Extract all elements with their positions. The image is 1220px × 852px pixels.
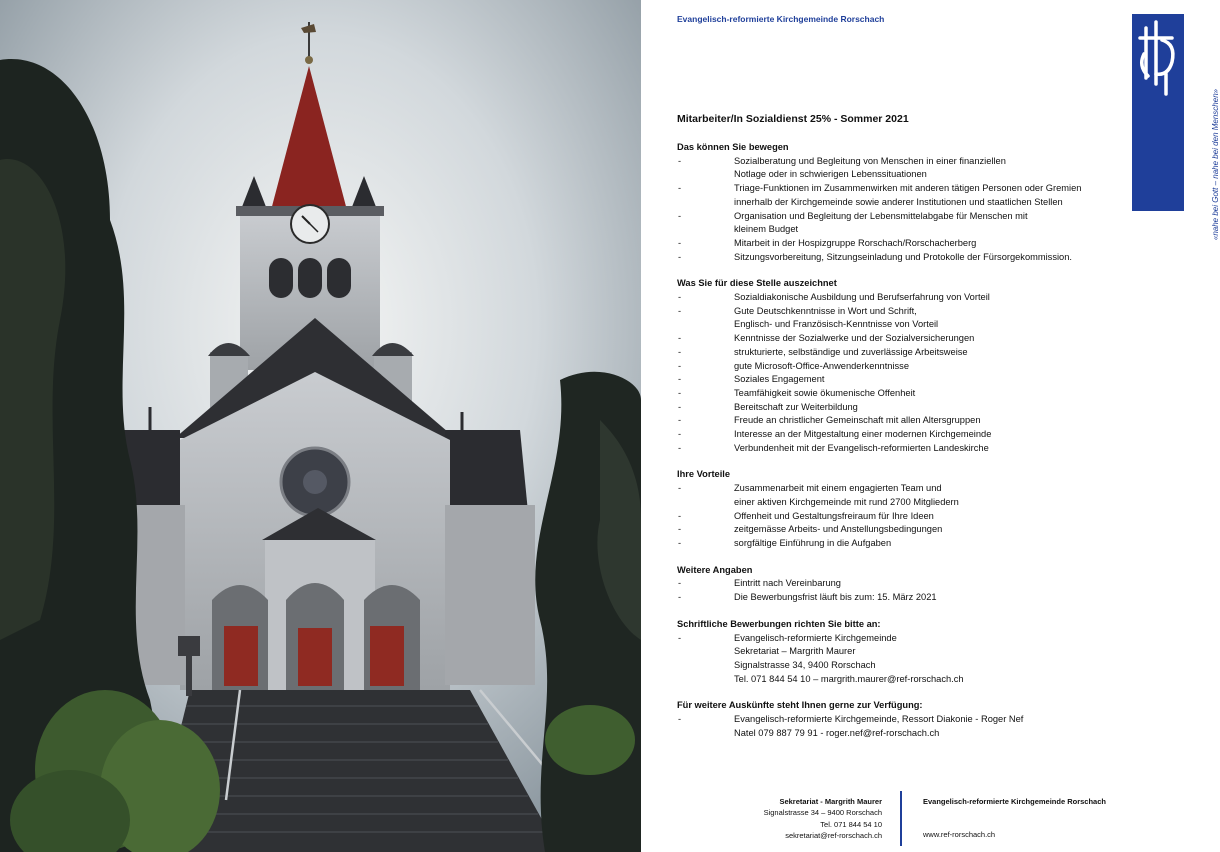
logo-tagline — [1184, 88, 1220, 241]
list-bullet: - — [678, 237, 682, 248]
list-item-text: Kenntnisse der Sozialwerke und der Sozialversicherungen — [734, 333, 975, 344]
list-bullet: - — [678, 210, 682, 221]
list-item-text: Die Bewerbungsfrist läuft bis zum: 15. März 2021 — [734, 592, 937, 603]
list-item — [677, 401, 1127, 415]
footer-contact-phone: Tel. 071 844 54 10 — [820, 819, 882, 829]
section-heading: Schriftliche Bewerbungen richten Sie bitte an: — [677, 618, 881, 629]
list-item — [677, 305, 1127, 332]
cross-symbol-icon — [1132, 14, 1184, 211]
list-item — [677, 387, 1127, 401]
job-title: Mitarbeiter/In Sozialdienst 25% - Sommer 2021 — [677, 113, 909, 125]
list-item — [677, 523, 1127, 537]
list-item-text: Evangelisch-reformierte Kirchgemeinde, Ressort Diakonie - Roger Nef Natel 079 887 79 91 - roger.nef@ref-rorschach.ch — [734, 714, 1024, 738]
list-item — [677, 155, 1127, 182]
list-bullet: - — [678, 333, 682, 344]
list-item — [677, 182, 1127, 209]
list-item-text: Triage-Funktionen im Zusammenwirken mit anderen tätigen Personen oder Gremien innerhalb der Kirchgemeinde sowie anderer Institutionen und staatlichen Stellen — [734, 183, 1082, 207]
list-bullet: - — [678, 346, 682, 357]
footer-org — [923, 796, 1106, 841]
list-bullet: - — [678, 415, 682, 426]
list-bullet: - — [678, 537, 682, 548]
list-bullet: - — [678, 183, 682, 194]
section-heading: Weitere Angaben — [677, 564, 753, 575]
list-item-text: gute Microsoft-Office-Anwenderkenntnisse — [734, 360, 910, 371]
footer-org-name: Evangelisch-reformierte Kirchgemeinde Rorschach — [923, 797, 1106, 806]
list-item-text: Interesse an der Mitgestaltung einer modernen Kirchgemeinde — [734, 429, 992, 440]
list-item — [677, 360, 1127, 374]
list-bullet: - — [678, 524, 682, 535]
list-item — [677, 373, 1127, 387]
job-posting-document — [641, 0, 1220, 852]
section-heading: Für weitere Auskünfte steht Ihnen gerne zur Verfügung: — [677, 700, 923, 711]
list-item-text: zeitgemässe Arbeits- und Anstellungsbedingungen — [734, 524, 943, 535]
list-item-text: Zusammenarbeit mit einem engagierten Team und einer aktiven Kirchgemeinde mit rund 2700 Mitgliedern — [734, 483, 959, 507]
list-item — [677, 537, 1127, 551]
list-bullet: - — [678, 251, 682, 262]
list-item — [677, 713, 1127, 740]
list-bullet: - — [678, 401, 682, 412]
list-item-text: Teamfähigkeit sowie ökumenische Offenheit — [734, 387, 916, 398]
footer-divider — [900, 791, 902, 846]
list-item-text: Sozialdiakonische Ausbildung und Berufserfahrung von Vorteil — [734, 292, 990, 303]
footer-contact-name: Sekretariat - Margrith Maurer — [779, 797, 882, 806]
list-item — [677, 237, 1127, 251]
list-bullet: - — [678, 632, 682, 643]
list-bullet: - — [678, 374, 682, 385]
list-item-text: Mitarbeit in der Hospizgruppe Rorschach/Rorschacherberg — [734, 237, 977, 248]
section — [677, 277, 1127, 455]
list-item — [677, 591, 1127, 605]
footer-contact — [737, 796, 882, 841]
list-item — [677, 577, 1127, 591]
list-item-text: Sitzungsvorbereitung, Sitzungseinladung und Protokolle der Fürsorgekommission. — [734, 251, 1072, 262]
list-bullet: - — [678, 442, 682, 453]
list-item — [677, 428, 1127, 442]
list-bullet: - — [678, 292, 682, 303]
list-item-text: Evangelisch-reformierte Kirchgemeinde Sekretariat – Margrith Maurer Signalstrasse 34, 9400 Rorschach Tel. 071 844 54 10 – margrith.maurer@ref-rorschach.ch — [734, 632, 964, 684]
section — [677, 564, 1127, 605]
list-item-text: Eintritt nach Vereinbarung — [734, 578, 841, 589]
list-item — [677, 510, 1127, 524]
list-item-text: Offenheit und Gestaltungsfreiraum für Ihre Ideen — [734, 510, 934, 521]
section — [677, 699, 1127, 740]
list-bullet: - — [678, 429, 682, 440]
list-item-text: strukturierte, selbständige und zuverlässige Arbeitsweise — [734, 346, 968, 357]
list-bullet: - — [678, 360, 682, 371]
list-item — [677, 632, 1127, 687]
tagline-text: «nahe bei Gott – nahe bei den Menschen» — [1211, 88, 1220, 241]
list-item-text: Gute Deutschkenntnisse in Wort und Schrift, Englisch- und Französisch-Kenntnisse von Vorteil — [734, 305, 939, 330]
list-bullet: - — [678, 592, 682, 603]
section-heading: Was Sie für diese Stelle auszeichnet — [677, 278, 837, 289]
list-item-text: Bereitschaft zur Weiterbildung — [734, 401, 858, 412]
section-heading: Das können Sie bewegen — [677, 142, 789, 152]
list-item — [677, 346, 1127, 360]
list-item-text: Soziales Engagement — [734, 374, 825, 385]
list-item-text: Verbundenheit mit der Evangelisch-reformierten Landeskirche — [734, 442, 989, 453]
list-bullet: - — [678, 483, 682, 494]
list-item-text: Organisation und Begleitung der Lebensmittelabgabe für Menschen mit kleinem Budget — [734, 210, 1028, 235]
church-logo — [1132, 14, 1184, 211]
list-bullet: - — [678, 510, 682, 521]
footer-website: www.ref-rorschach.ch — [923, 830, 996, 840]
section-heading: Ihre Vorteile — [677, 469, 731, 480]
posting-sections — [677, 141, 1127, 753]
section — [677, 141, 1127, 264]
list-bullet: - — [678, 387, 682, 398]
list-item — [677, 442, 1127, 456]
header-org-name: Evangelisch-reformierte Kirchgemeinde Rorschach — [677, 14, 885, 24]
list-bullet: - — [678, 714, 682, 725]
section — [677, 468, 1127, 550]
list-item-text: sorgfältige Einführung in die Aufgaben — [734, 537, 892, 548]
list-item-text: Freude an christlicher Gemeinschaft mit allen Altersgruppen — [734, 415, 981, 426]
list-item — [677, 414, 1127, 428]
list-item — [677, 482, 1127, 509]
list-bullet: - — [678, 578, 682, 589]
list-bullet: - — [678, 305, 682, 316]
footer-contact-email: sekretariat@ref-rorschach.ch — [785, 830, 882, 840]
list-item-text: Sozialberatung und Begleitung von Menschen in einer finanziellen Notlage oder in schwierigen Lebenssituationen — [734, 155, 1006, 180]
list-item — [677, 291, 1127, 305]
list-bullet: - — [678, 155, 682, 166]
footer-contact-street: Signalstrasse 34 – 9400 Rorschach — [763, 808, 882, 818]
list-item — [677, 332, 1127, 346]
list-item — [677, 210, 1127, 237]
list-item — [677, 251, 1127, 265]
section — [677, 618, 1127, 687]
